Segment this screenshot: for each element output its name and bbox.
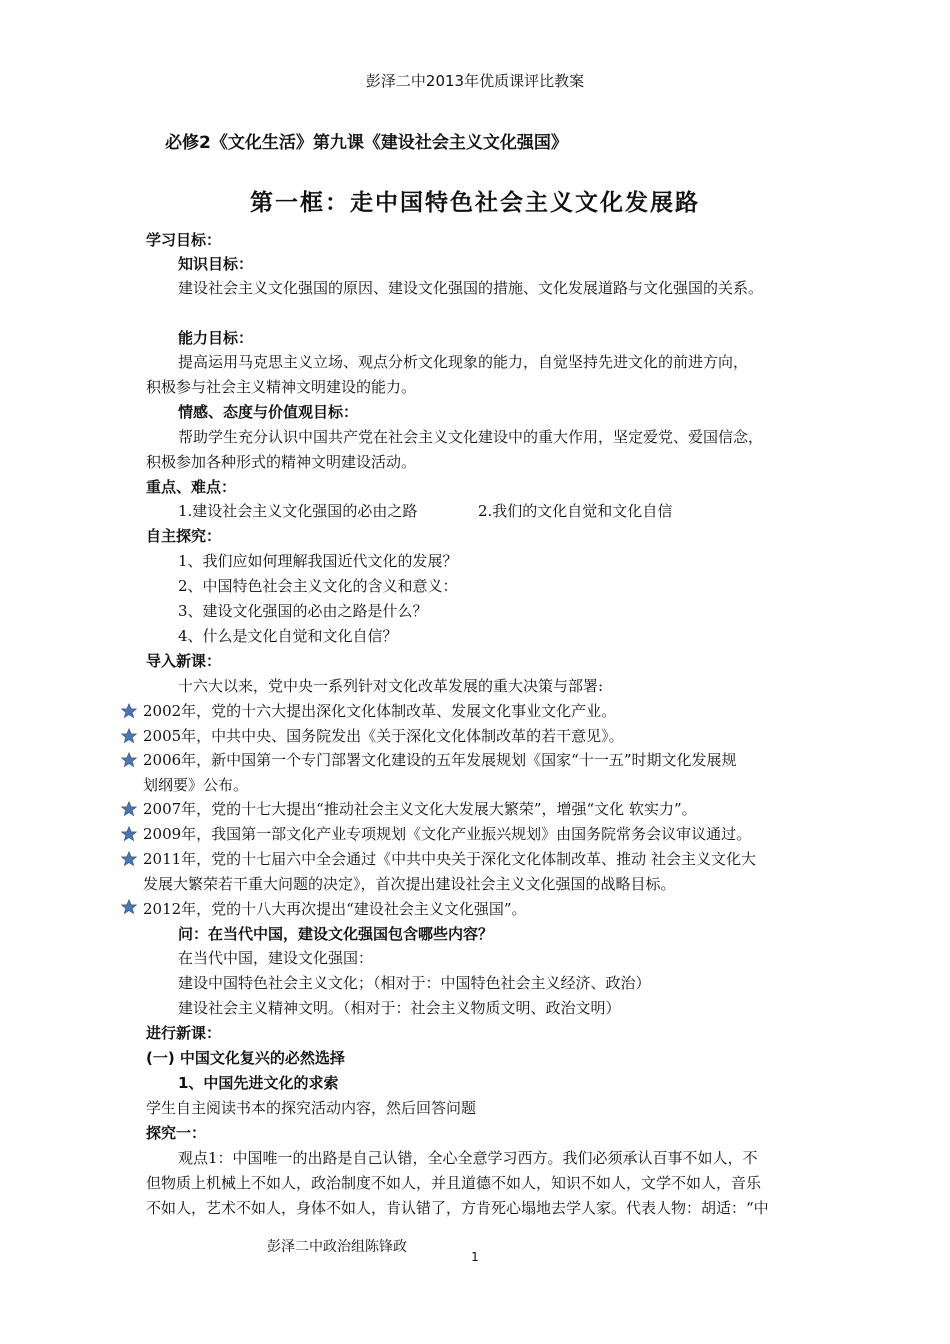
key-point-2: 2.我们的文化自觉和文化自信: [478, 502, 673, 520]
ability-text-line-1: 提高运用马克思主义立场、观点分析文化现象的能力，自觉坚持先进文化的前进方向，: [178, 353, 749, 371]
star-bullet-icon: [121, 851, 137, 867]
view-text-line-1: 观点1：中国唯一的出路是自己认错，全心全意学习西方。我们必须承认百事不如人，不: [178, 1149, 758, 1167]
section-heading: (一) 中国文化复兴的必然选择: [146, 1049, 345, 1067]
ability-heading: 能力目标：: [178, 329, 254, 347]
emotion-heading: 情感、态度与价值观目标：: [178, 403, 359, 421]
emotion-text-line-1: 帮助学生充分认识中国共产党在社会主义文化建设中的重大作用，坚定爱党、爱国信念，: [178, 428, 764, 446]
timeline-item-continued: 划纲要》公布。: [143, 776, 249, 794]
explore-heading: 探究一：: [146, 1124, 207, 1142]
subsection-heading: 1、中国先进文化的求索: [178, 1074, 339, 1092]
self-study-question-1: 1、我们应如何理解我国近代文化的发展？: [178, 552, 458, 570]
page-number: 1: [471, 1250, 479, 1264]
intro-lead: 十六大以来，党中央一系列针对文化改革发展的重大决策与部署:: [178, 677, 604, 695]
ability-text-line-2: 积极参与社会主义精神文明建设的能力。: [146, 378, 417, 396]
lesson-instruction: 学生自主阅读书本的探究活动内容，然后回答问题: [146, 1099, 477, 1117]
timeline-item: 2012年，党的十八大再次提出“建设社会主义文化强国”。: [143, 900, 527, 918]
self-study-question-3: 3、建设文化强国的必由之路是什么？: [178, 602, 428, 620]
intro-answer-1: 在当代中国，建设文化强国：: [178, 949, 374, 967]
self-study-question-2: 2、中国特色社会主义文化的含义和意义：: [178, 577, 458, 595]
timeline-item: 2002年，党的十六大提出深化文化体制改革、发展文化事业文化产业。: [143, 702, 617, 720]
main-title: 第一框：走中国特色社会主义文化发展路: [250, 189, 700, 216]
star-bullet-icon: [121, 752, 137, 768]
timeline-item-continued: 发展大繁荣若干重大问题的决定》，首次提出建设社会主义文化强国的战略目标。: [143, 875, 676, 893]
intro-answer-3: 建设社会主义精神文明。（相对于：社会主义物质文明、政治文明）: [178, 999, 621, 1017]
star-bullet-icon: [121, 728, 137, 744]
intro-heading: 导入新课：: [146, 652, 222, 670]
timeline-item: 2005年，中共中央、国务院发出《关于深化文化体制改革的若干意见》。: [143, 727, 624, 745]
footer-author: 彭泽二中政治组陈锋政: [267, 1239, 407, 1255]
key-points-heading: 重点、难点：: [146, 478, 237, 496]
view-text-line-3: 不如人，艺术不如人，身体不如人，肯认错了，方肯死心塌地去学人家。代表人物：胡适：“中: [146, 1199, 769, 1217]
intro-question: 问：在当代中国，建设文化强国包含哪些内容？: [178, 925, 494, 943]
lesson-heading: 进行新课：: [146, 1024, 222, 1042]
knowledge-heading: 知识目标：: [178, 255, 254, 273]
knowledge-text: 建设社会主义文化强国的原因、建设文化强国的措施、文化发展道路与文化强国的关系。: [178, 279, 764, 297]
view-text-line-2: 但物质上机械上不如人，政治制度不如人，并且道德不如人，知识不如人，文学不如人，音乐: [146, 1174, 762, 1192]
intro-answer-2: 建设中国特色社会主义文化；（相对于：中国特色社会主义经济、政治）: [178, 974, 651, 992]
timeline-item: 2007年，党的十七大提出“推动社会主义文化大发展大繁荣”，增强“文化 软实力”。: [143, 800, 697, 818]
self-study-heading: 自主探究：: [146, 527, 222, 545]
star-bullet-icon: [121, 703, 137, 719]
lesson-subtitle: 必修2《文化生活》第九课《建设社会主义文化强国》: [165, 133, 568, 153]
emotion-text-line-2: 积极参加各种形式的精神文明建设活动。: [146, 453, 417, 471]
star-bullet-icon: [121, 801, 137, 817]
page-header: 彭泽二中2013年优质课评比教案: [365, 72, 585, 90]
key-point-1: 1.建设社会主义文化强国的必由之路: [178, 502, 418, 520]
timeline-item: 2009年，我国第一部文化产业专项规划《文化产业振兴规划》由国务院常务会议审议通过。: [143, 825, 752, 843]
self-study-question-4: 4、什么是文化自觉和文化自信？: [178, 627, 398, 645]
star-bullet-icon: [121, 899, 137, 915]
star-bullet-icon: [121, 826, 137, 842]
timeline-item: 2006年，新中国第一个专门部署文化建设的五年发展规划《国家“十一五”时期文化发展规: [143, 751, 737, 769]
timeline-item: 2011年，党的十七届六中全会通过《中共中央关于深化文化体制改革、推动 社会主义文化大: [143, 850, 756, 868]
goals-heading: 学习目标：: [146, 231, 222, 249]
